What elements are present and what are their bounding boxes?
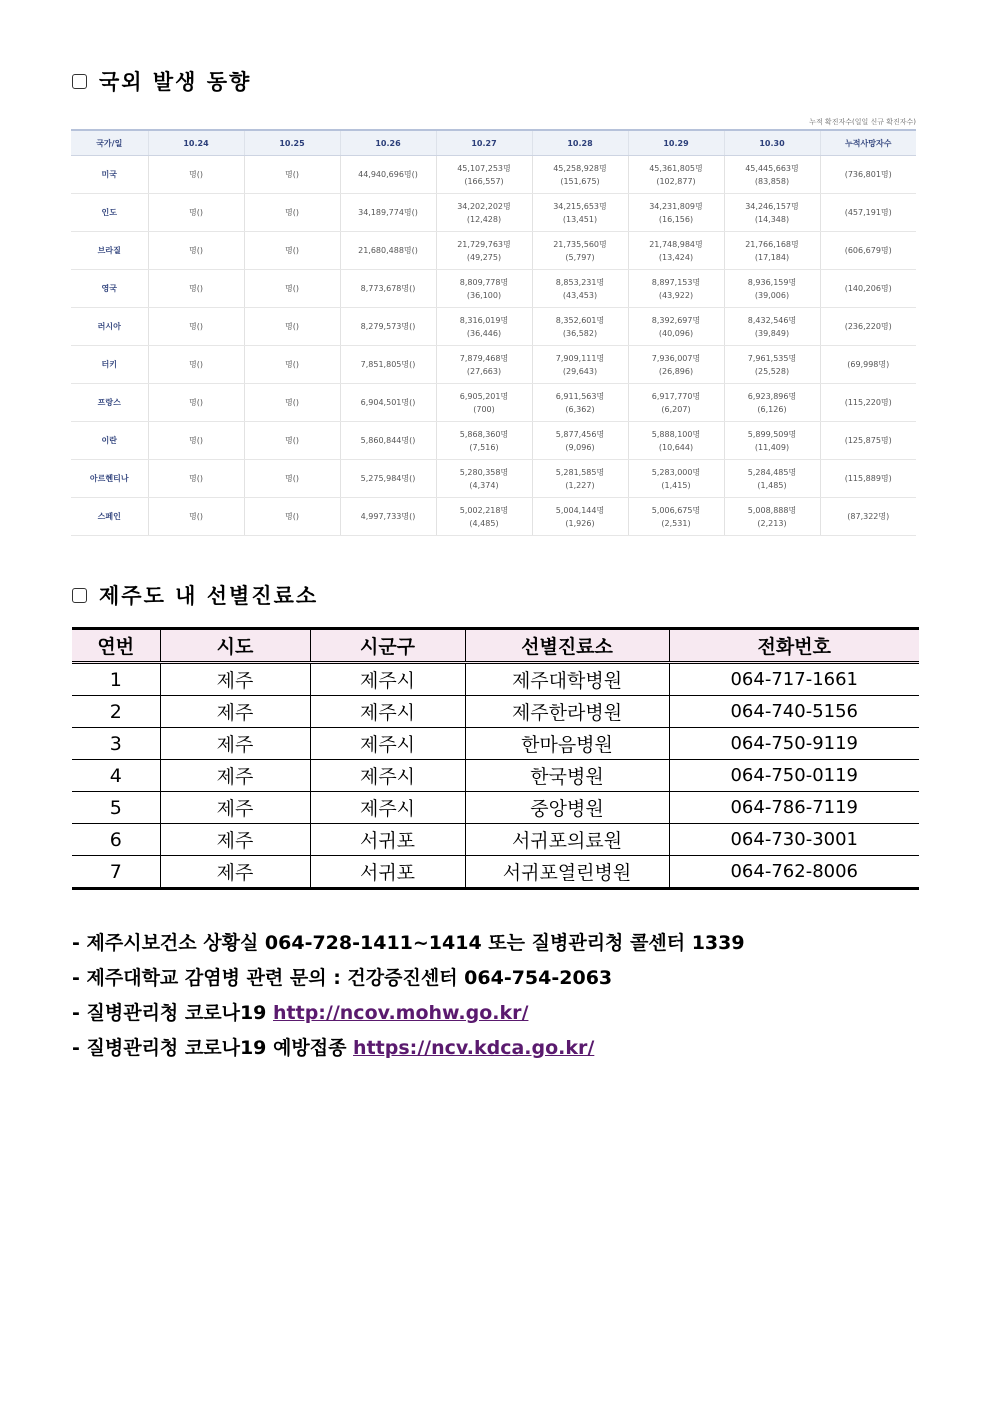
cases-cell bbox=[532, 194, 628, 232]
cases-cell bbox=[628, 460, 724, 498]
cases-cell bbox=[532, 460, 628, 498]
city-cell: 제주시 bbox=[310, 696, 465, 728]
cases-cell bbox=[532, 384, 628, 422]
country-cell: 인도 bbox=[71, 194, 148, 232]
cases-cell bbox=[436, 460, 532, 498]
city-cell: 제주시 bbox=[310, 728, 465, 760]
cases-cell bbox=[436, 498, 532, 536]
cumulative-cases: 5,888,100명 bbox=[651, 429, 701, 439]
cases-cell bbox=[532, 422, 628, 460]
cases-cell: 명() bbox=[244, 232, 340, 270]
cases-cell: 명() bbox=[148, 232, 244, 270]
cases-cell: 명() bbox=[148, 346, 244, 384]
cases-cell bbox=[436, 232, 532, 270]
daily-new-cases: (6,207) bbox=[661, 404, 691, 414]
cumulative-cases: 8,432,546명 bbox=[747, 315, 797, 325]
city-cell: 서귀포 bbox=[310, 824, 465, 856]
column-header: 10.24 bbox=[148, 130, 244, 156]
clinics-section-heading bbox=[72, 580, 318, 610]
cumulative-cases: 5,877,456명 bbox=[555, 429, 605, 439]
table-row bbox=[72, 824, 919, 856]
cases-cell: 6,904,501명() bbox=[340, 384, 436, 422]
province-cell: 제주 bbox=[160, 760, 310, 792]
province-cell: 제주 bbox=[160, 856, 310, 889]
note-text: - 질병관리청 코로나19 예방접종 bbox=[72, 1037, 354, 1059]
table-row bbox=[71, 194, 916, 232]
cases-cell bbox=[436, 308, 532, 346]
daily-new-cases: (40,096) bbox=[658, 328, 694, 338]
table-header-row bbox=[71, 130, 916, 156]
daily-new-cases: (11,409) bbox=[754, 442, 790, 452]
cumulative-cases: 8,316,019명 bbox=[459, 315, 509, 325]
daily-new-cases: (102,877) bbox=[656, 176, 696, 186]
column-header: 국가/일 bbox=[71, 130, 148, 156]
daily-new-cases: (1,415) bbox=[661, 480, 691, 490]
deaths-cell: (236,220명) bbox=[820, 308, 916, 346]
cases-cell: 5,275,984명() bbox=[340, 460, 436, 498]
cases-cell bbox=[724, 460, 820, 498]
table-row bbox=[71, 232, 916, 270]
cases-cell: 명() bbox=[148, 308, 244, 346]
phone-cell: 064-750-0119 bbox=[669, 760, 919, 792]
cumulative-cases: 21,766,168명 bbox=[745, 239, 799, 249]
note-text: - 질병관리청 코로나19 bbox=[72, 1002, 274, 1024]
note-line bbox=[72, 961, 745, 996]
daily-new-cases: (29,643) bbox=[562, 366, 598, 376]
row-number-cell: 4 bbox=[72, 760, 160, 792]
column-header: 시도 bbox=[160, 629, 310, 663]
daily-new-cases: (27,663) bbox=[466, 366, 502, 376]
daily-new-cases: (13,451) bbox=[562, 214, 598, 224]
country-cell: 영국 bbox=[71, 270, 148, 308]
cases-cell: 명() bbox=[244, 346, 340, 384]
clinic-name-cell: 중앙병원 bbox=[465, 792, 669, 824]
daily-new-cases: (4,485) bbox=[469, 518, 499, 528]
cases-cell: 명() bbox=[244, 498, 340, 536]
daily-new-cases: (10,644) bbox=[658, 442, 694, 452]
column-header: 10.26 bbox=[340, 130, 436, 156]
cumulative-cases: 5,008,888명 bbox=[747, 505, 797, 515]
table-row bbox=[71, 384, 916, 422]
cumulative-cases: 8,809,778명 bbox=[459, 277, 509, 287]
deaths-cell: (736,801명) bbox=[820, 156, 916, 194]
clinic-name-cell: 제주한라병원 bbox=[465, 696, 669, 728]
province-cell: 제주 bbox=[160, 663, 310, 696]
table-row bbox=[71, 156, 916, 194]
country-cell: 미국 bbox=[71, 156, 148, 194]
clinic-name-cell: 서귀포의료원 bbox=[465, 824, 669, 856]
daily-new-cases: (5,797) bbox=[565, 252, 595, 262]
table-row bbox=[72, 663, 919, 696]
cumulative-cases: 21,748,984명 bbox=[649, 239, 703, 249]
cases-cell: 명() bbox=[244, 156, 340, 194]
column-header: 누적사망자수 bbox=[820, 130, 916, 156]
cumulative-cases: 6,917,770명 bbox=[651, 391, 701, 401]
phone-cell: 064-740-5156 bbox=[669, 696, 919, 728]
cases-cell bbox=[724, 498, 820, 536]
table-row bbox=[72, 728, 919, 760]
daily-new-cases: (39,849) bbox=[754, 328, 790, 338]
cumulative-cases: 5,868,360명 bbox=[459, 429, 509, 439]
cases-cell bbox=[628, 308, 724, 346]
cases-cell bbox=[628, 384, 724, 422]
cases-cell bbox=[628, 270, 724, 308]
column-header: 선별진료소 bbox=[465, 629, 669, 663]
deaths-cell: (115,220명) bbox=[820, 384, 916, 422]
clinic-name-cell: 제주대학병원 bbox=[465, 663, 669, 696]
cumulative-cases: 7,909,111명 bbox=[555, 353, 605, 363]
cumulative-cases: 5,006,675명 bbox=[651, 505, 701, 515]
note-text: - 제주시보건소 상황실 064-728-1411~1414 또는 질병관리청 콜센터 1339 bbox=[72, 932, 745, 954]
cases-cell bbox=[436, 346, 532, 384]
cases-cell: 34,189,774명() bbox=[340, 194, 436, 232]
daily-new-cases: (13,424) bbox=[658, 252, 694, 262]
province-cell: 제주 bbox=[160, 824, 310, 856]
country-cell: 프랑스 bbox=[71, 384, 148, 422]
cases-cell: 명() bbox=[148, 460, 244, 498]
city-cell: 제주시 bbox=[310, 792, 465, 824]
checkbox-square-icon bbox=[72, 588, 87, 603]
cases-cell bbox=[628, 422, 724, 460]
cases-cell bbox=[532, 270, 628, 308]
cases-cell: 8,279,573명() bbox=[340, 308, 436, 346]
table-note: 누적 확진자수(일일 신규 확진자수) bbox=[809, 118, 916, 126]
column-header: 10.28 bbox=[532, 130, 628, 156]
clinic-name-cell: 한국병원 bbox=[465, 760, 669, 792]
province-cell: 제주 bbox=[160, 696, 310, 728]
cases-cell: 명() bbox=[244, 194, 340, 232]
daily-new-cases: (36,582) bbox=[562, 328, 598, 338]
country-cell: 스페인 bbox=[71, 498, 148, 536]
cases-cell bbox=[532, 308, 628, 346]
column-header: 10.30 bbox=[724, 130, 820, 156]
daily-new-cases: (2,213) bbox=[757, 518, 787, 528]
cases-cell: 명() bbox=[244, 384, 340, 422]
cases-cell bbox=[724, 194, 820, 232]
cumulative-cases: 8,897,153명 bbox=[651, 277, 701, 287]
cases-cell bbox=[436, 270, 532, 308]
cumulative-cases: 5,004,144명 bbox=[555, 505, 605, 515]
cases-cell bbox=[724, 156, 820, 194]
cases-cell bbox=[436, 156, 532, 194]
cases-cell bbox=[436, 194, 532, 232]
cases-cell bbox=[628, 156, 724, 194]
table-row bbox=[71, 498, 916, 536]
phone-cell: 064-750-9119 bbox=[669, 728, 919, 760]
deaths-cell: (140,206명) bbox=[820, 270, 916, 308]
clinic-name-cell: 한마음병원 bbox=[465, 728, 669, 760]
cumulative-cases: 6,923,896명 bbox=[747, 391, 797, 401]
cases-cell: 명() bbox=[148, 422, 244, 460]
daily-new-cases: (36,100) bbox=[466, 290, 502, 300]
cumulative-cases: 34,215,653명 bbox=[553, 201, 607, 211]
cases-cell: 4,997,733명() bbox=[340, 498, 436, 536]
clinics-heading-text: 제주도 내 선별진료소 bbox=[99, 584, 319, 608]
cases-cell bbox=[724, 422, 820, 460]
deaths-cell: (69,998명) bbox=[820, 346, 916, 384]
cumulative-cases: 34,202,202명 bbox=[457, 201, 511, 211]
cumulative-cases: 7,879,468명 bbox=[459, 353, 509, 363]
province-cell: 제주 bbox=[160, 728, 310, 760]
overseas-heading-text: 국외 발생 동향 bbox=[99, 70, 252, 94]
daily-new-cases: (9,096) bbox=[565, 442, 595, 452]
cumulative-cases: 5,899,509명 bbox=[747, 429, 797, 439]
cases-cell: 명() bbox=[148, 498, 244, 536]
daily-new-cases: (1,926) bbox=[565, 518, 595, 528]
cases-cell bbox=[724, 308, 820, 346]
daily-new-cases: (4,374) bbox=[469, 480, 499, 490]
deaths-cell: (87,322명) bbox=[820, 498, 916, 536]
cases-cell: 44,940,696명() bbox=[340, 156, 436, 194]
cases-cell bbox=[532, 498, 628, 536]
cases-cell bbox=[628, 498, 724, 536]
website-link[interactable]: http://ncov.mohw.go.kr/ bbox=[273, 1002, 529, 1024]
daily-new-cases: (16,156) bbox=[658, 214, 694, 224]
table-row bbox=[72, 696, 919, 728]
cases-cell: 7,851,805명() bbox=[340, 346, 436, 384]
daily-new-cases: (6,126) bbox=[757, 404, 787, 414]
daily-new-cases: (17,184) bbox=[754, 252, 790, 262]
cases-cell: 명() bbox=[244, 422, 340, 460]
table-header-row bbox=[72, 629, 919, 663]
table-row bbox=[71, 270, 916, 308]
daily-new-cases: (26,896) bbox=[658, 366, 694, 376]
cases-cell bbox=[628, 194, 724, 232]
city-cell: 제주시 bbox=[310, 663, 465, 696]
checkbox-square-icon bbox=[72, 74, 87, 89]
daily-new-cases: (43,453) bbox=[562, 290, 598, 300]
cases-cell: 명() bbox=[244, 308, 340, 346]
note-text: - 제주대학교 감염병 관련 문의 : 건강증진센터 064-754-2063 bbox=[72, 967, 613, 989]
cases-cell: 명() bbox=[244, 270, 340, 308]
contact-notes bbox=[72, 926, 745, 1066]
daily-new-cases: (2,531) bbox=[661, 518, 691, 528]
daily-new-cases: (83,858) bbox=[754, 176, 790, 186]
cases-cell: 8,773,678명() bbox=[340, 270, 436, 308]
daily-new-cases: (14,348) bbox=[754, 214, 790, 224]
cases-cell: 명() bbox=[148, 270, 244, 308]
cases-cell bbox=[724, 232, 820, 270]
cases-cell: 명() bbox=[148, 156, 244, 194]
note-line bbox=[72, 1031, 745, 1066]
cases-cell bbox=[532, 156, 628, 194]
city-cell: 제주시 bbox=[310, 760, 465, 792]
cases-cell bbox=[532, 346, 628, 384]
cumulative-cases: 34,246,157명 bbox=[745, 201, 799, 211]
table-row bbox=[71, 460, 916, 498]
deaths-cell: (606,679명) bbox=[820, 232, 916, 270]
daily-new-cases: (49,275) bbox=[466, 252, 502, 262]
table-row bbox=[71, 346, 916, 384]
row-number-cell: 2 bbox=[72, 696, 160, 728]
cases-cell bbox=[436, 422, 532, 460]
cumulative-cases: 45,361,805명 bbox=[649, 163, 703, 173]
cumulative-cases: 8,853,231명 bbox=[555, 277, 605, 287]
cases-cell bbox=[436, 384, 532, 422]
table-row bbox=[71, 422, 916, 460]
column-header: 10.27 bbox=[436, 130, 532, 156]
daily-new-cases: (7,516) bbox=[469, 442, 499, 452]
daily-new-cases: (12,428) bbox=[466, 214, 502, 224]
deaths-cell: (125,875명) bbox=[820, 422, 916, 460]
daily-new-cases: (700) bbox=[473, 404, 495, 414]
column-header: 시군구 bbox=[310, 629, 465, 663]
cumulative-cases: 7,961,535명 bbox=[747, 353, 797, 363]
cumulative-cases: 8,352,601명 bbox=[555, 315, 605, 325]
phone-cell: 064-786-7119 bbox=[669, 792, 919, 824]
cumulative-cases: 5,283,000명 bbox=[651, 467, 701, 477]
overseas-section-heading bbox=[72, 66, 251, 96]
daily-new-cases: (43,922) bbox=[658, 290, 694, 300]
row-number-cell: 3 bbox=[72, 728, 160, 760]
row-number-cell: 6 bbox=[72, 824, 160, 856]
country-cell: 러시아 bbox=[71, 308, 148, 346]
clinic-name-cell: 서귀포열린병원 bbox=[465, 856, 669, 889]
cases-cell bbox=[724, 270, 820, 308]
daily-new-cases: (151,675) bbox=[560, 176, 600, 186]
cases-cell: 5,860,844명() bbox=[340, 422, 436, 460]
table-row bbox=[72, 760, 919, 792]
website-link[interactable]: https://ncv.kdca.go.kr/ bbox=[353, 1037, 595, 1059]
cumulative-cases: 8,936,159명 bbox=[747, 277, 797, 287]
daily-new-cases: (6,362) bbox=[565, 404, 595, 414]
deaths-cell: (115,889명) bbox=[820, 460, 916, 498]
column-header: 연번 bbox=[72, 629, 160, 663]
row-number-cell: 1 bbox=[72, 663, 160, 696]
daily-new-cases: (1,227) bbox=[565, 480, 595, 490]
cumulative-cases: 45,107,253명 bbox=[457, 163, 511, 173]
city-cell: 서귀포 bbox=[310, 856, 465, 889]
row-number-cell: 7 bbox=[72, 856, 160, 889]
country-cell: 이란 bbox=[71, 422, 148, 460]
cumulative-cases: 7,936,007명 bbox=[651, 353, 701, 363]
cumulative-cases: 5,002,218명 bbox=[459, 505, 509, 515]
country-cell: 브라질 bbox=[71, 232, 148, 270]
cases-cell: 21,680,488명() bbox=[340, 232, 436, 270]
column-header: 전화번호 bbox=[669, 629, 919, 663]
phone-cell: 064-717-1661 bbox=[669, 663, 919, 696]
table-row bbox=[71, 308, 916, 346]
cumulative-cases: 5,281,585명 bbox=[555, 467, 605, 477]
cases-cell bbox=[724, 346, 820, 384]
cumulative-cases: 21,729,763명 bbox=[457, 239, 511, 249]
daily-new-cases: (25,528) bbox=[754, 366, 790, 376]
cumulative-cases: 45,445,663명 bbox=[745, 163, 799, 173]
daily-new-cases: (36,446) bbox=[466, 328, 502, 338]
country-cell: 아르헨티나 bbox=[71, 460, 148, 498]
daily-new-cases: (166,557) bbox=[464, 176, 504, 186]
phone-cell: 064-762-8006 bbox=[669, 856, 919, 889]
deaths-cell: (457,191명) bbox=[820, 194, 916, 232]
cumulative-cases: 45,258,928명 bbox=[553, 163, 607, 173]
cases-cell bbox=[724, 384, 820, 422]
cases-cell: 명() bbox=[244, 460, 340, 498]
cases-cell: 명() bbox=[148, 384, 244, 422]
overseas-cases-table bbox=[71, 129, 916, 536]
cumulative-cases: 5,284,485명 bbox=[747, 467, 797, 477]
cumulative-cases: 6,911,563명 bbox=[555, 391, 605, 401]
cumulative-cases: 5,280,358명 bbox=[459, 467, 509, 477]
country-cell: 터키 bbox=[71, 346, 148, 384]
phone-cell: 064-730-3001 bbox=[669, 824, 919, 856]
daily-new-cases: (39,006) bbox=[754, 290, 790, 300]
table-row bbox=[72, 792, 919, 824]
cases-cell: 명() bbox=[148, 194, 244, 232]
cases-cell bbox=[628, 346, 724, 384]
cumulative-cases: 21,735,560명 bbox=[553, 239, 607, 249]
cases-cell bbox=[628, 232, 724, 270]
cumulative-cases: 6,905,201명 bbox=[459, 391, 509, 401]
table-row bbox=[72, 856, 919, 889]
row-number-cell: 5 bbox=[72, 792, 160, 824]
daily-new-cases: (1,485) bbox=[757, 480, 787, 490]
province-cell: 제주 bbox=[160, 792, 310, 824]
column-header: 10.25 bbox=[244, 130, 340, 156]
note-line bbox=[72, 926, 745, 961]
screening-clinics-table bbox=[72, 627, 919, 890]
note-line bbox=[72, 996, 745, 1031]
cumulative-cases: 34,231,809명 bbox=[649, 201, 703, 211]
cases-cell bbox=[532, 232, 628, 270]
column-header: 10.29 bbox=[628, 130, 724, 156]
cumulative-cases: 8,392,697명 bbox=[651, 315, 701, 325]
